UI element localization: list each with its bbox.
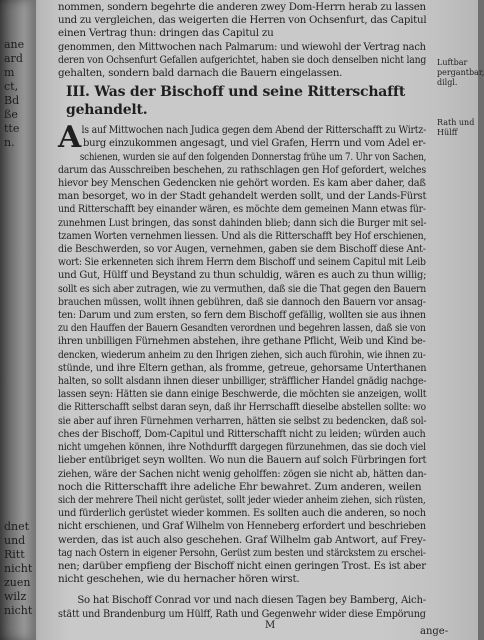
text-line: die Ritterschafft selbst daran seyn, daß ihr Herrschafft dieselbe abstellen sollte: wo (58, 401, 426, 414)
text-block (58, 0, 430, 621)
text-line: ziehen, wäre der Sachen nicht wenig geholffen: zögen sie nicht ab, hätten dan- (58, 467, 427, 480)
edge-fragment: dnet (4, 520, 30, 533)
text-line: sollt es sich aber zutragen, wie zu vermuthen, daß sie die That gegen den Bauern (58, 282, 427, 295)
text-line: halten, so sollt alsdann ihnen dieser unbilliger, sträfflicher Handel gnädig nachge- (58, 375, 427, 388)
text-line: nicht geschehen, wie du hernacher hören wirst. (58, 573, 300, 586)
edge-fragment: nicht (4, 562, 33, 575)
text-line: einen Vertrag thun: dringen das Capitul zu (58, 27, 274, 40)
text-line: sich der mehrere Theil nicht gerüstet, sollt jeder wieder anheim ziehen, sich rüsten, (58, 493, 426, 506)
text-line: brauchen müssen, wollt ihnen gebühren, daß sie dannoch den Bauern vor ansag- (58, 295, 426, 308)
text-line: und zu vergleichen, das weigerten die Herren von Ochsenfurt, das Capitul (58, 14, 427, 27)
text-line: dencken, wiederum anheim zu den Ihrigen ziehen, sich auch fürohin, wie ihnen zu- (58, 348, 426, 361)
text-line: darum das Ausschreiben beschehen, zu rathschlagen gen Hof gefordert, welches (58, 163, 426, 176)
facing-page-edge (0, 0, 36, 640)
edge-fragment: ane (4, 38, 25, 51)
edge-fragment: Ritt (4, 548, 25, 561)
text-line: noch die Ritterschafft ihre adeliche Ehr bewahret. Zum anderen, weilen (58, 480, 422, 493)
text-line: ches der Bischoff, Dom-Capitul und Ritterschafft nicht zu leiden; würden auch (58, 427, 426, 440)
body-paragraph (58, 120, 430, 586)
edge-fragment: m (4, 66, 15, 79)
text-line: tzamen Worten vernehmen liessen. Und als die Ritterschafft bey Hof erschienen, (58, 229, 427, 242)
text-line: die Beschwerden, so vor Augen, vernehmen, gaben sie dem Bischoff diese Ant- (58, 243, 426, 256)
text-line: ls auf Mittwochen nach Judica gegen dem Abend der Ritterschafft zu Wirtz- (81, 124, 427, 137)
edge-fragment: zuen (4, 576, 31, 589)
edge-fragment: n. (4, 136, 15, 149)
drop-cap: A (58, 120, 82, 156)
edge-fragment: ße (4, 108, 18, 121)
text-line: sie aber auf ihren Fürnehmen verharren, hätten sie selbst zu bedencken, daß sol- (58, 414, 427, 427)
edge-fragment: ct, (4, 80, 19, 93)
text-line: werden, das ist auch also geschehen. Graf Wilhelm gab Antwort, auf Frey- (58, 533, 426, 546)
text-line: deren von Ochsenfurt Gefallen aufgerichtet, haben sie doch denselben nicht lang (58, 53, 427, 66)
margin-note-1: Luftbar pergantbar, dilgl. (437, 58, 484, 87)
edge-fragment: nicht (4, 604, 33, 617)
text-line: und Ritterschafft bey einander wären, es möchte dem gemeinen Mann etwas für- (58, 203, 426, 216)
final-paragraph (58, 594, 430, 620)
edge-fragment: wilz (4, 590, 27, 603)
text-line: lieber entübriget seyn wollten. Wo nun die Bauern auf solch Fürbringen fort (58, 454, 427, 467)
margin-note-2: Rath und Hülff (437, 118, 475, 137)
section-heading: III. Was der Bischoff und seine Ritterschafft gehandelt. (66, 84, 406, 119)
text-line: nicht erschienen, und Graf Wilhelm von Henneberg erfordert und beschrieben (58, 520, 426, 533)
edge-fragment: und (4, 534, 26, 547)
text-line: nommen, sondern begehrte die anderen zwey Dom-Herrn herab zu lassen (58, 1, 426, 13)
edge-fragment: Bd (4, 94, 20, 107)
top-paragraph (58, 1, 430, 80)
text-line: tag nach Ostern in eigener Persohn, Gerüst zum besten und stärckstem zu erschei- (58, 546, 426, 559)
text-line: stünde, und ihre Eltern gethan, als fromme, getreue, gehorsame Unterthanen (58, 361, 427, 374)
text-line: hievor bey Menschen Gedencken nie gehört worden. Es kam aber daher, daß (58, 177, 426, 190)
text-line: nen; darüber empfieng der Bischoff nicht einen geringen Trost. Es ist aber (58, 559, 426, 572)
text-line: man besorget, wo in der Stadt gehandelt werden sollt, und der Lands-Fürst (58, 190, 427, 203)
text-line: genommen, den Mittwochen nach Palmarum: und wiewohl der Vertrag nach (58, 40, 426, 53)
text-line: burg einzukommen angesagt, und viel Grafen, Herrn und vom Adel er- (82, 137, 426, 150)
text-line: So hat Bischoff Conrad vor und nach diesen Tagen bey Bamberg, Aich- (77, 594, 426, 607)
text-line: zu den Hauffen der Bauern Gesandten verordnen und begehren lassen, daß sie von (58, 322, 426, 335)
text-line: nicht umgehen können, ihre Nothdurfft dargegen fürzunehmen, das sie doch viel (58, 441, 426, 454)
text-line: stätt und Brandenburg um Hülff, Rath und Gegenwehr wider diese Empörung (58, 607, 426, 620)
text-line: und fürderlich gerüstet wieder kommen. Es sollten auch die anderen, so noch (58, 507, 426, 520)
text-line: lassen seyn: Hätten sie dann einige Beschwerde, die möchten sie anzeigen, wollt (58, 388, 427, 401)
catchword: ange- (420, 626, 449, 637)
text-line: ten: Darum und zum ersten, so fern dem Bischoff gefällig, wollten sie aus ihnen (58, 309, 426, 322)
text-line: ihren unbilligen Fürnehmen abstehen, ihre gethane Pflicht, Weib und Kind be- (58, 335, 426, 348)
text-line: zunehmen Lust bringen, das sonst dahinden blieb; dann sich die Burger mit sel- (58, 216, 427, 229)
text-line: wort: Sie erkenneten sich ihrem Herrn dem Bischoff und seinem Capitul mit Leib (58, 256, 426, 269)
text-line: und Gut, Hülff und Beystand zu thun schuldig, wären es auch zu thun willig; (58, 269, 427, 282)
edge-fragment: tte (4, 122, 20, 135)
text-line: schienen, wurden sie auf den folgenden Donnerstag frühe um 7. Uhr von Sachen, (79, 150, 427, 163)
edge-fragment: ard (4, 52, 23, 65)
signature-mark: M (265, 620, 276, 631)
text-line: gehalten, sondern bald darnach die Bauern eingelassen. (58, 67, 343, 80)
